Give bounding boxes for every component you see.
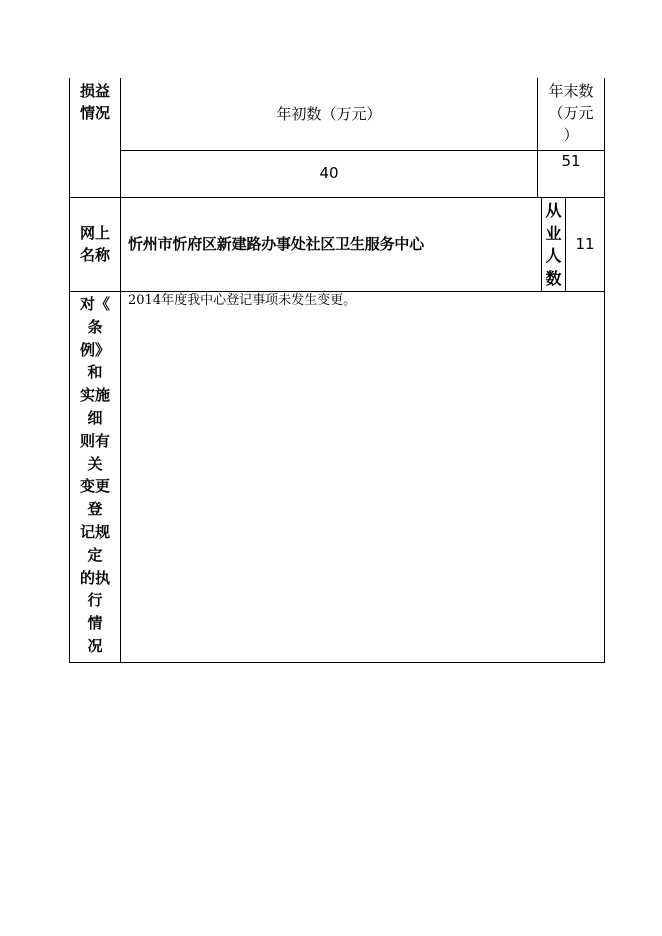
finance-label-line: 情况 [79, 104, 110, 122]
regulation-label-line: 的执 [79, 568, 110, 587]
row-divider-1 [69, 197, 605, 198]
regulation-compliance-label [70, 293, 120, 658]
staff-count-value-text: 11 [575, 235, 595, 253]
end-of-year-value [538, 150, 604, 172]
table-border-right [604, 78, 605, 663]
end-of-year-header [538, 80, 604, 146]
staff-count-label-line: 人 [545, 246, 562, 265]
regulation-compliance-value [128, 292, 598, 310]
end-of-year-header-line: 年末数 [548, 82, 594, 100]
end-of-year-header-line: （万元 [548, 104, 594, 122]
regulation-label-line: 况 [87, 636, 103, 655]
regulation-label-line: 变更 [79, 477, 110, 496]
online-name-value [128, 233, 538, 255]
staff-count-label [542, 200, 565, 290]
regulation-label-line: 情 [87, 614, 103, 633]
start-of-year-value [121, 162, 537, 184]
start-of-year-header-text: 年初数（万元） [276, 105, 382, 123]
regulation-label-line: 定 [87, 545, 103, 564]
online-name-label-line: 网上 [79, 224, 110, 242]
finance-header-divider [120, 150, 605, 151]
regulation-label-line: 关 [87, 454, 103, 473]
end-of-year-header-line: ） [563, 126, 579, 144]
table-border-bottom [69, 662, 605, 663]
regulation-label-line: 细 [87, 408, 103, 427]
staff-count-label-line: 数 [545, 268, 562, 288]
regulation-compliance-value-text: 2014年度我中心登记事项未发生变更。 [128, 293, 357, 308]
regulation-label-line: 行 [87, 591, 103, 610]
start-of-year-header [121, 103, 537, 125]
regulation-label-line: 则有 [79, 431, 110, 450]
regulation-label-line: 例》 [79, 340, 110, 359]
regulation-label-line: 实施 [79, 386, 110, 405]
finance-label [70, 80, 120, 124]
start-of-year-value-text: 40 [319, 164, 339, 182]
regulation-label-line: 对《 [79, 295, 110, 313]
staff-count-label-line: 从 [545, 201, 562, 220]
staff-count-value [566, 233, 604, 255]
finance-label-line: 损益 [79, 82, 110, 100]
staff-count-label-line: 业 [545, 223, 562, 243]
regulation-label-line: 记规 [79, 522, 110, 541]
regulation-label-line: 登 [87, 500, 103, 519]
end-of-year-value-text: 51 [561, 152, 581, 170]
online-name-label [70, 222, 120, 266]
online-name-value-text: 忻州市忻府区新建路办事处社区卫生服务中心 [128, 235, 425, 253]
regulation-label-line: 条 [87, 317, 103, 336]
regulation-label-line: 和 [87, 363, 103, 382]
online-name-label-line: 名称 [79, 246, 110, 264]
